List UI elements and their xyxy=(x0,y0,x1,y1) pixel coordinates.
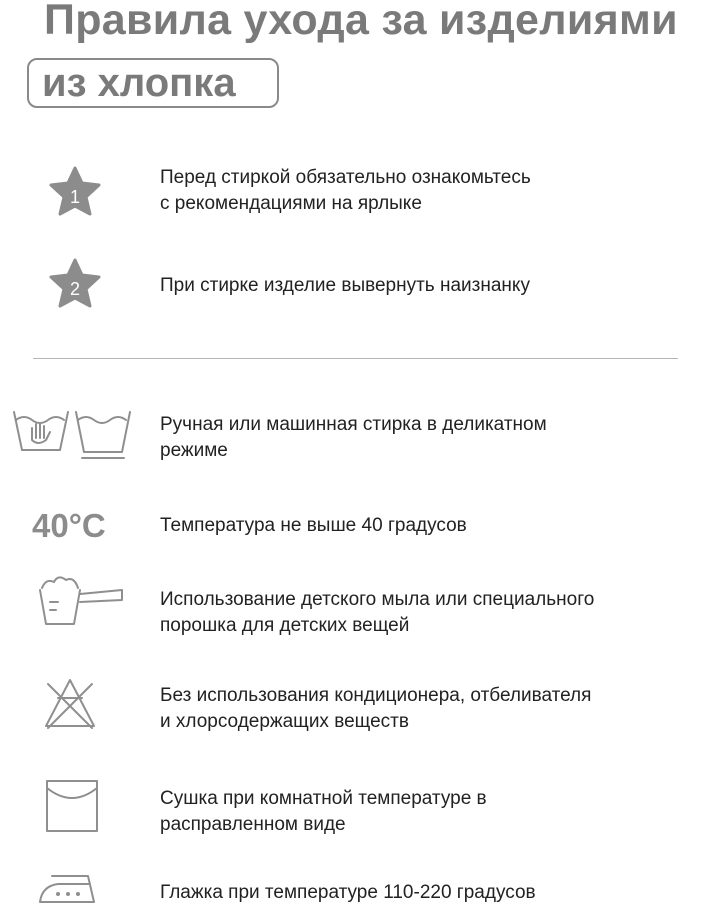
tip-number: 1 xyxy=(69,187,81,207)
page-title-line1: Правила ухода за изделиями xyxy=(44,0,678,44)
temperature-label: 40°C xyxy=(32,507,106,544)
star-icon xyxy=(48,258,102,310)
care-text: Сушка при комнатной температуре в расправленном виде xyxy=(160,788,487,835)
machine-wash-icon xyxy=(74,408,132,460)
star-icon xyxy=(48,166,102,218)
hand-wash-icon xyxy=(12,404,70,456)
care-text: Глажка при температуре 110-220 градусов xyxy=(160,882,536,903)
tip-number: 2 xyxy=(69,279,81,299)
divider xyxy=(33,358,678,359)
flat-dry-icon xyxy=(44,778,100,834)
care-text: Ручная или машинная стирка в деликатном режиме xyxy=(160,414,547,461)
care-text: Без использования кондиционера, отбеливателя и хлорсодержащих веществ xyxy=(160,685,592,732)
detergent-scoop-icon xyxy=(36,572,126,628)
tip-text: При стирке изделие вывернуть наизнанку xyxy=(160,275,530,296)
page-title-line2: из хлопка xyxy=(42,61,236,105)
tip-text: Перед стиркой обязательно ознакомьтесь с рекомендациями на ярлыке xyxy=(160,167,531,214)
iron-three-dots-icon xyxy=(38,872,104,908)
care-text: Использование детского мыла или специального порошка для детских вещей xyxy=(160,589,595,636)
no-bleach-icon xyxy=(42,676,98,732)
care-text: Температура не выше 40 градусов xyxy=(160,515,467,536)
